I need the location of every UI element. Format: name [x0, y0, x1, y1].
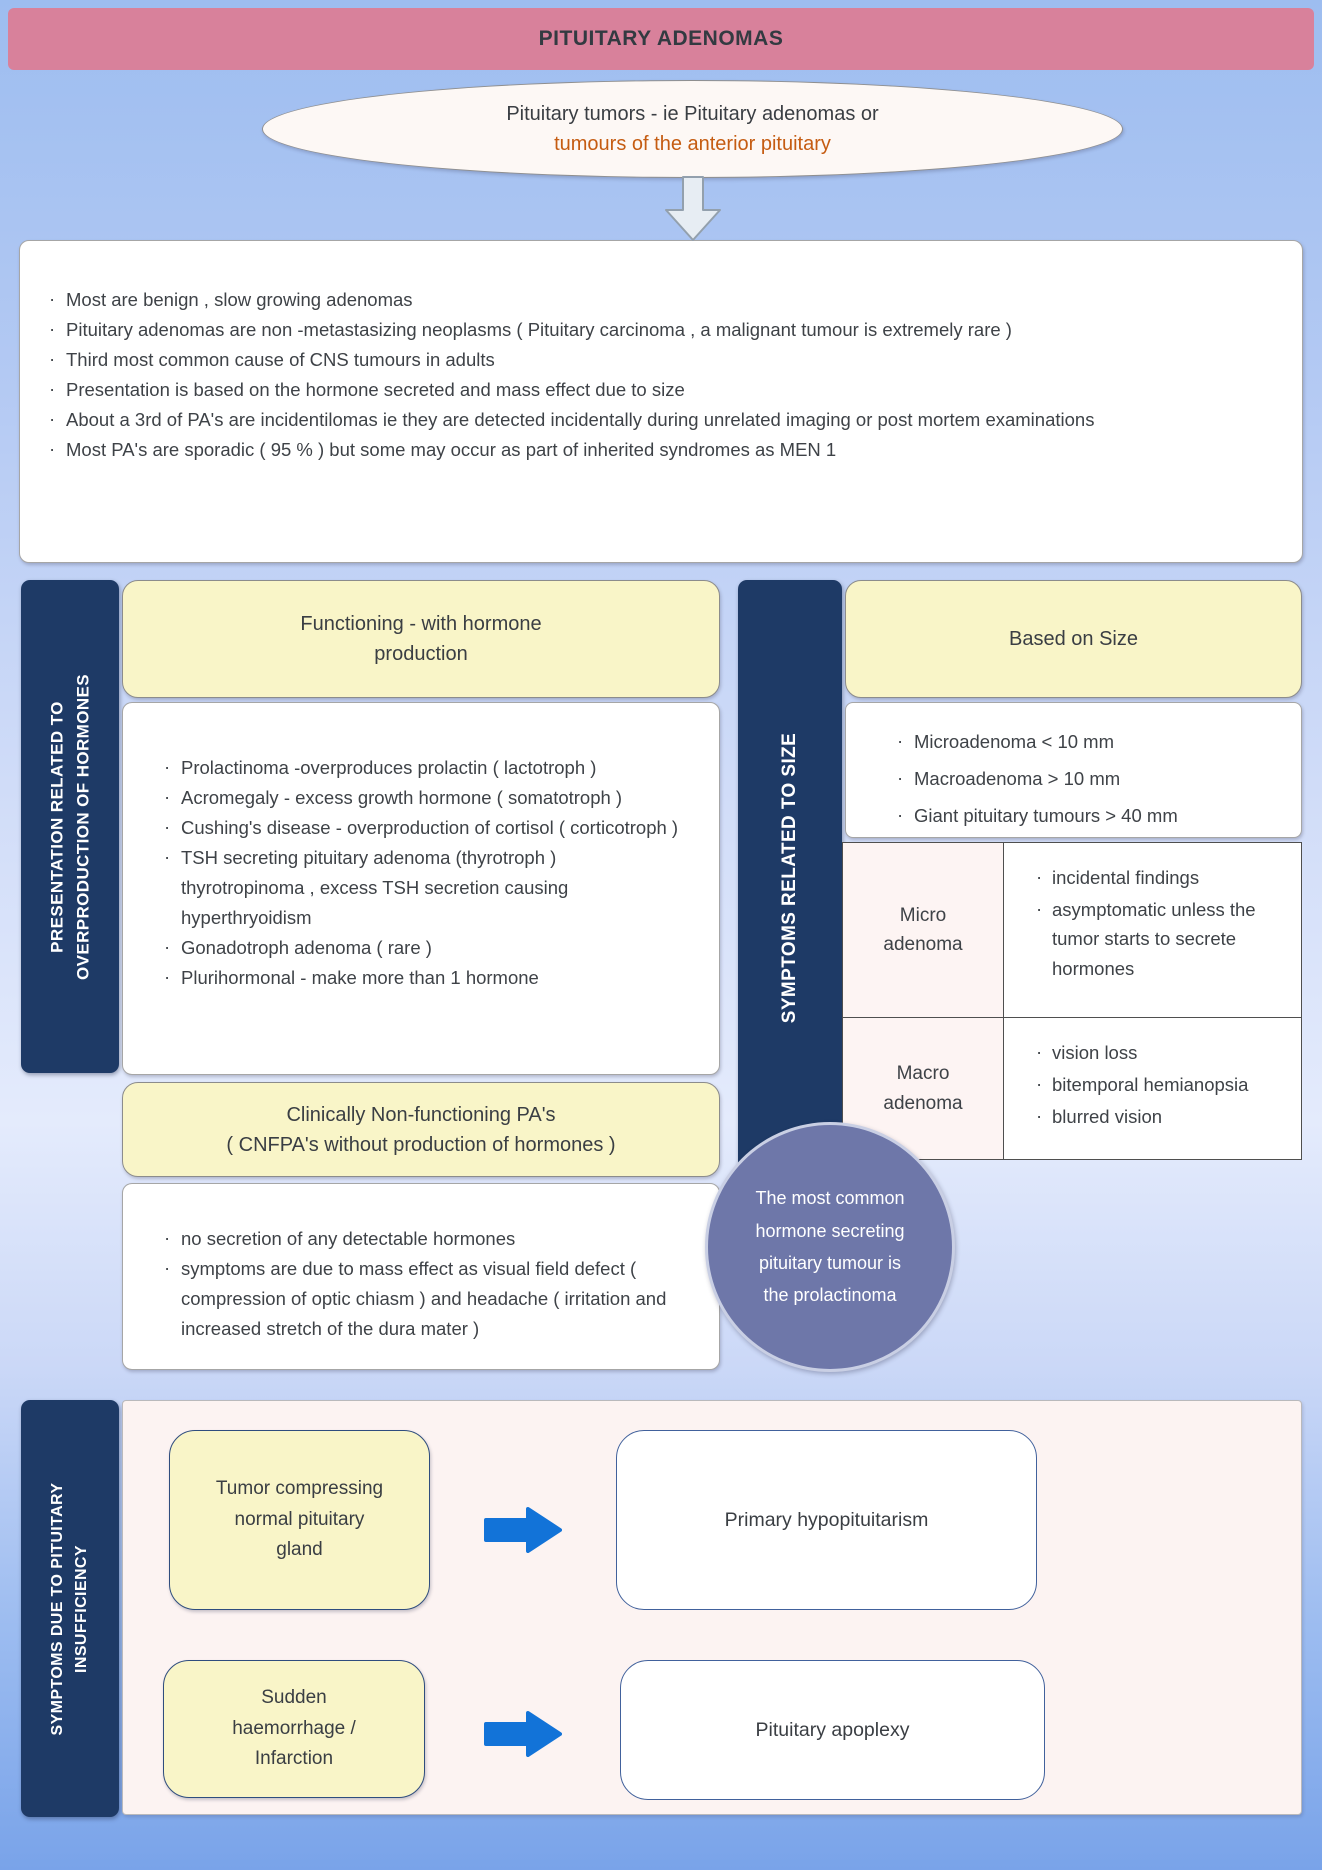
sidebar-insufficiency-line2: INSUFFICIENCY	[73, 1544, 90, 1673]
page-title: PITUITARY ADENOMAS	[538, 27, 784, 50]
flow2-cause-line: haemorrhage /	[232, 1717, 356, 1739]
table-row-macroadenoma	[843, 1018, 1302, 1160]
sidebar-size-label	[779, 732, 801, 1022]
sidebar-overproduction-line2: OVERPRODUCTION OF HORMONES	[73, 673, 92, 980]
intro-bullet-item: · Third most common cause of CNS tumours in adults	[42, 345, 1151, 375]
sidebar-size-line: SYMPTOMS RELATED TO SIZE	[779, 732, 800, 1023]
flow2-cause-line: Sudden	[261, 1687, 327, 1709]
functioning-bullet-item: · Cushing's disease - overproduction of cortisol ( corticotroph )	[157, 813, 683, 843]
callout-line: hormone secreting	[755, 1220, 905, 1241]
down-arrow-icon	[665, 176, 721, 242]
sidebar-insufficiency-label	[46, 1482, 94, 1735]
header-band	[8, 8, 1314, 70]
nonfunctioning-detail-box	[122, 1183, 720, 1370]
flow2-effect-label: Pituitary apoplexy	[755, 1718, 910, 1741]
flow1-effect-label: Primary hypopituitarism	[724, 1508, 929, 1531]
intro-bullet-item: · Most PA's are sporadic ( 95 % ) but some may occur as part of inherited syndromes as MEN 1	[42, 435, 1151, 465]
microadenoma-bullet-list	[1032, 863, 1287, 983]
callout-lines	[755, 1182, 904, 1312]
macroadenoma-label-line2: adenoma	[883, 1092, 963, 1114]
flow1-cause-line: normal pituitary	[234, 1508, 365, 1530]
table-row-microadenoma	[843, 843, 1302, 1018]
nonfunctioning-bullet-item: · no secretion of any detectable hormones	[157, 1224, 683, 1254]
callout-line: pituitary tumour is	[758, 1253, 902, 1273]
nonfunctioning-bullet-item: · symptoms are due to mass effect as visual field defect ( compression of optic chiasm ) and headache ( irritation and increased stretch of the dura mater )	[157, 1254, 683, 1344]
sidebar-overproduction-line1: PRESENTATION RELATED TO	[47, 700, 67, 953]
sidebar-overproduction	[21, 580, 119, 1073]
callout-line: The most common	[755, 1188, 905, 1209]
functioning-bullet-item: · Plurihormonal - make more than 1 hormone	[157, 963, 683, 993]
adenoma-table	[842, 842, 1302, 1160]
nonfunctioning-bullet-list	[157, 1224, 683, 1344]
sidebar-insufficiency-line1: SYMPTOMS DUE TO PITUITARY	[49, 1482, 66, 1735]
functioning-title-line1: Functioning - with hormone	[300, 613, 542, 635]
macroadenoma-bullet-item: · bitemporal hemianopsia	[1032, 1070, 1287, 1100]
flow2-arrow-icon	[484, 1711, 562, 1757]
based-on-size-title-box	[845, 580, 1302, 698]
sidebar-insufficiency	[21, 1400, 119, 1817]
functioning-title-box	[122, 580, 720, 698]
intro-bullet-item: · About a 3rd of PA's are incidentilomas ie they are detected incidentally during unrelated imaging or post mortem examinations	[42, 405, 1151, 435]
flow1-effect-box	[616, 1430, 1037, 1610]
size-bullet-list	[890, 727, 1283, 831]
flow1-cause-line: Tumor compressing	[215, 1478, 384, 1500]
functioning-detail-box	[122, 702, 720, 1075]
size-detail-box	[845, 702, 1302, 838]
size-bullet-item: · Macroadenoma > 10 mm	[890, 764, 1283, 794]
microadenoma-bullet-item: · asymptomatic unless the tumor starts to secrete hormones	[1032, 895, 1287, 984]
nonfunctioning-title-box	[122, 1082, 720, 1177]
intro-bullet-item: · Most are benign , slow growing adenomas	[42, 285, 1151, 315]
nonfunctioning-title-line1: Clinically Non-functioning PA's	[286, 1103, 556, 1126]
functioning-bullet-item: · Gonadotroph adenoma ( rare )	[157, 933, 683, 963]
flow2-cause-box	[163, 1660, 425, 1798]
prolactinoma-callout-circle	[705, 1122, 955, 1372]
functioning-bullet-item: · Acromegaly - excess growth hormone ( somatotroph )	[157, 783, 683, 813]
flow1-cause-box	[169, 1430, 430, 1610]
intro-facts-box	[19, 240, 1303, 563]
macroadenoma-bullet-list	[1032, 1038, 1287, 1131]
intro-bullet-item: · Pituitary adenomas are non -metastasizing neoplasms ( Pituitary carcinoma , a malignant tumour is extremely rare )	[42, 315, 1151, 345]
flow2-effect-box	[620, 1660, 1045, 1800]
macroadenoma-label-line1: Macro	[896, 1063, 950, 1085]
macroadenoma-detail-cell	[1004, 1018, 1302, 1160]
flow2-cause-line: Infarction	[254, 1748, 334, 1770]
microadenoma-label-cell	[843, 843, 1004, 1018]
functioning-bullet-item: · TSH secreting pituitary adenoma (thyrotroph ) thyrotropinoma , excess TSH secretion causing hyperthryoidism	[157, 843, 683, 933]
callout-line: the prolactinoma	[763, 1285, 897, 1306]
microadenoma-detail-cell	[1004, 843, 1302, 1018]
flow1-cause-line: gland	[276, 1539, 323, 1561]
nonfunctioning-title-line2: ( CNFPA's without production of hormones )	[226, 1133, 616, 1156]
ellipse-line-2: tumours of the anterior pituitary	[554, 132, 831, 155]
functioning-title-line2: production	[374, 643, 468, 665]
microadenoma-label-line2: adenoma	[883, 934, 963, 956]
functioning-bullet-item: · Prolactinoma -overproduces prolactin ( lactotroph )	[157, 753, 683, 783]
based-on-size-title: Based on Size	[1009, 628, 1138, 650]
flow2-cause-lines	[232, 1683, 356, 1774]
size-bullet-item: · Giant pituitary tumours > 40 mm	[890, 801, 1283, 831]
macroadenoma-bullet-item: · vision loss	[1032, 1038, 1287, 1068]
sidebar-size	[738, 580, 842, 1175]
sidebar-overproduction-label	[45, 673, 96, 979]
functioning-bullet-list	[157, 753, 683, 993]
flow1-arrow-icon	[484, 1507, 562, 1553]
flow1-cause-lines	[216, 1474, 383, 1565]
microadenoma-label-line1: Micro	[899, 904, 947, 926]
ellipse-line-1: Pituitary tumors - ie Pituitary adenomas or	[506, 102, 879, 125]
intro-bullet-list	[42, 285, 1276, 465]
intro-bullet-item: · Presentation is based on the hormone secreted and mass effect due to size	[42, 375, 1151, 405]
definition-ellipse	[262, 80, 1123, 178]
size-bullet-item: · Microadenoma < 10 mm	[890, 727, 1283, 757]
microadenoma-bullet-item: · incidental findings	[1032, 863, 1287, 893]
macroadenoma-bullet-item: · blurred vision	[1032, 1102, 1287, 1132]
